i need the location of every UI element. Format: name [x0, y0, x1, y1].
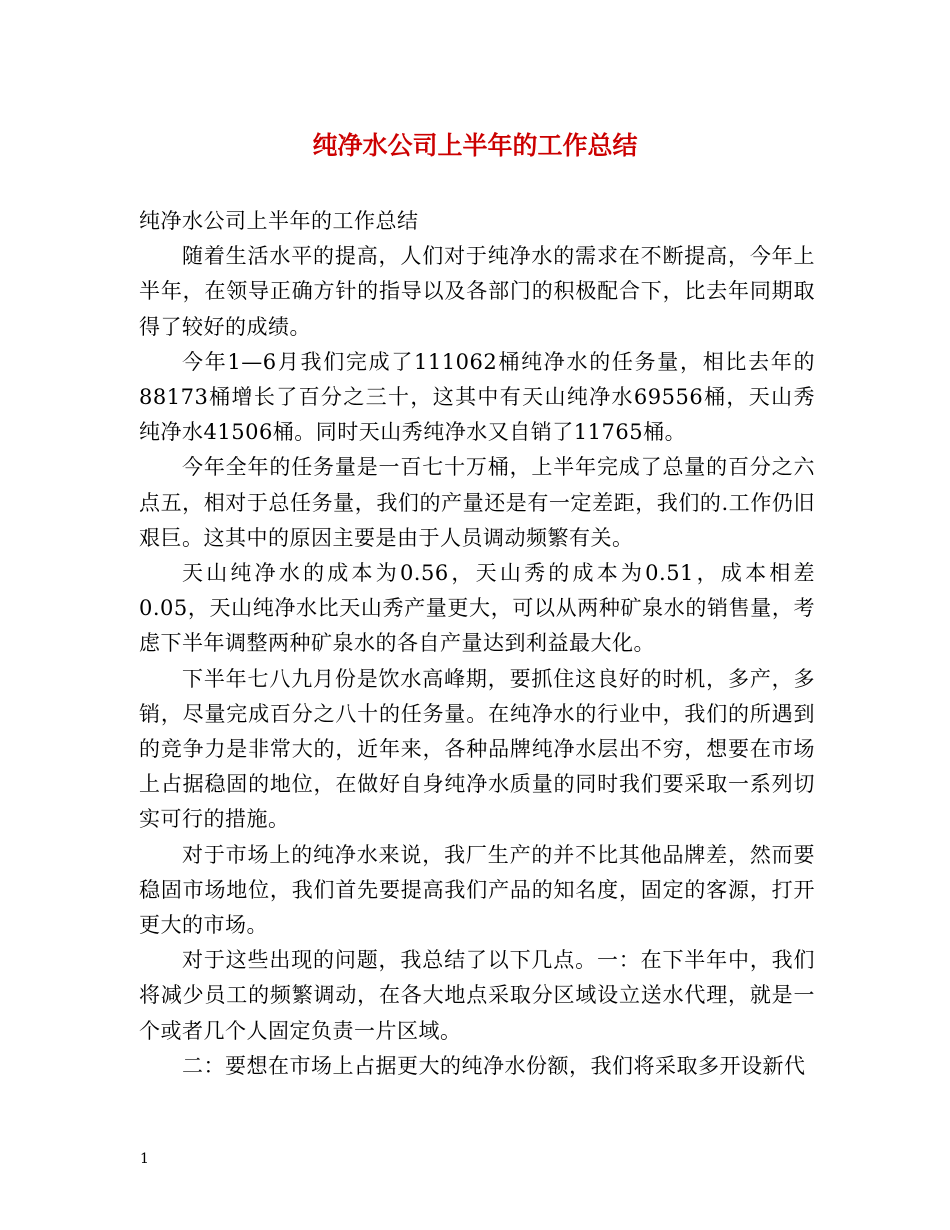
paragraph: 随着生活水平的提高，人们对于纯净水的需求在不断提高，今年上半年，在领导正确方针的指导以及各部门的积极配合下，比去年同期取得了较好的成绩。 [139, 244, 815, 339]
paragraph: 今年全年的任务量是一百七十万桶，上半年完成了总量的百分之六点五，相对于总任务量，我们的产量还是有一定差距，我们的.工作仍旧艰巨。这其中的原因主要是由于人员调动频繁有关。 [139, 455, 815, 550]
paragraph: 下半年七八九月份是饮水高峰期，要抓住这良好的时机，多产，多销，尽量完成百分之八十的任务量。在纯净水的行业中，我们的所遇到的竞争力是非常大的，近年来，各种品牌纯净水层出不穷，想要在市场上占据稳固的地位，在做好自身纯净水质量的同时我们要采取一系列切实可行的措施。 [139, 666, 815, 832]
paragraph: 天山纯净水的成本为0.56，天山秀的成本为0.51，成本相差0.05，天山纯净水比天山秀产量更大，可以从两种矿泉水的销售量，考虑下半年调整两种矿泉水的各自产量达到利益最大化。 [139, 561, 815, 656]
document-title: 纯净水公司上半年的工作总结 [312, 131, 638, 160]
paragraph: 对于市场上的纯净水来说，我厂生产的并不比其他品牌差，然而要稳固市场地位，我们首先要提高我们产品的知名度，固定的客源，打开更大的市场。 [139, 842, 815, 938]
document-body [139, 204, 815, 1084]
page-number: 1 [140, 1151, 149, 1167]
paragraph: 今年1—6月我们完成了111062桶纯净水的任务量，相比去年的88173桶增长了百分之三十，这其中有天山纯净水69556桶，天山秀纯净水41506桶。同时天山秀纯净水又自销了11765桶。 [139, 349, 815, 445]
paragraph: 二：要想在市场上占据更大的纯净水份额，我们将采取多开设新代 [182, 1053, 806, 1078]
paragraph: 对于这些出现的问题，我总结了以下几点。一：在下半年中，我们将减少员工的频繁调动，在各大地点采取分区域设立送水代理，就是一个或者几个人固定负责一片区域。 [139, 948, 815, 1043]
document-subtitle: 纯净水公司上半年的工作总结 [139, 209, 419, 233]
